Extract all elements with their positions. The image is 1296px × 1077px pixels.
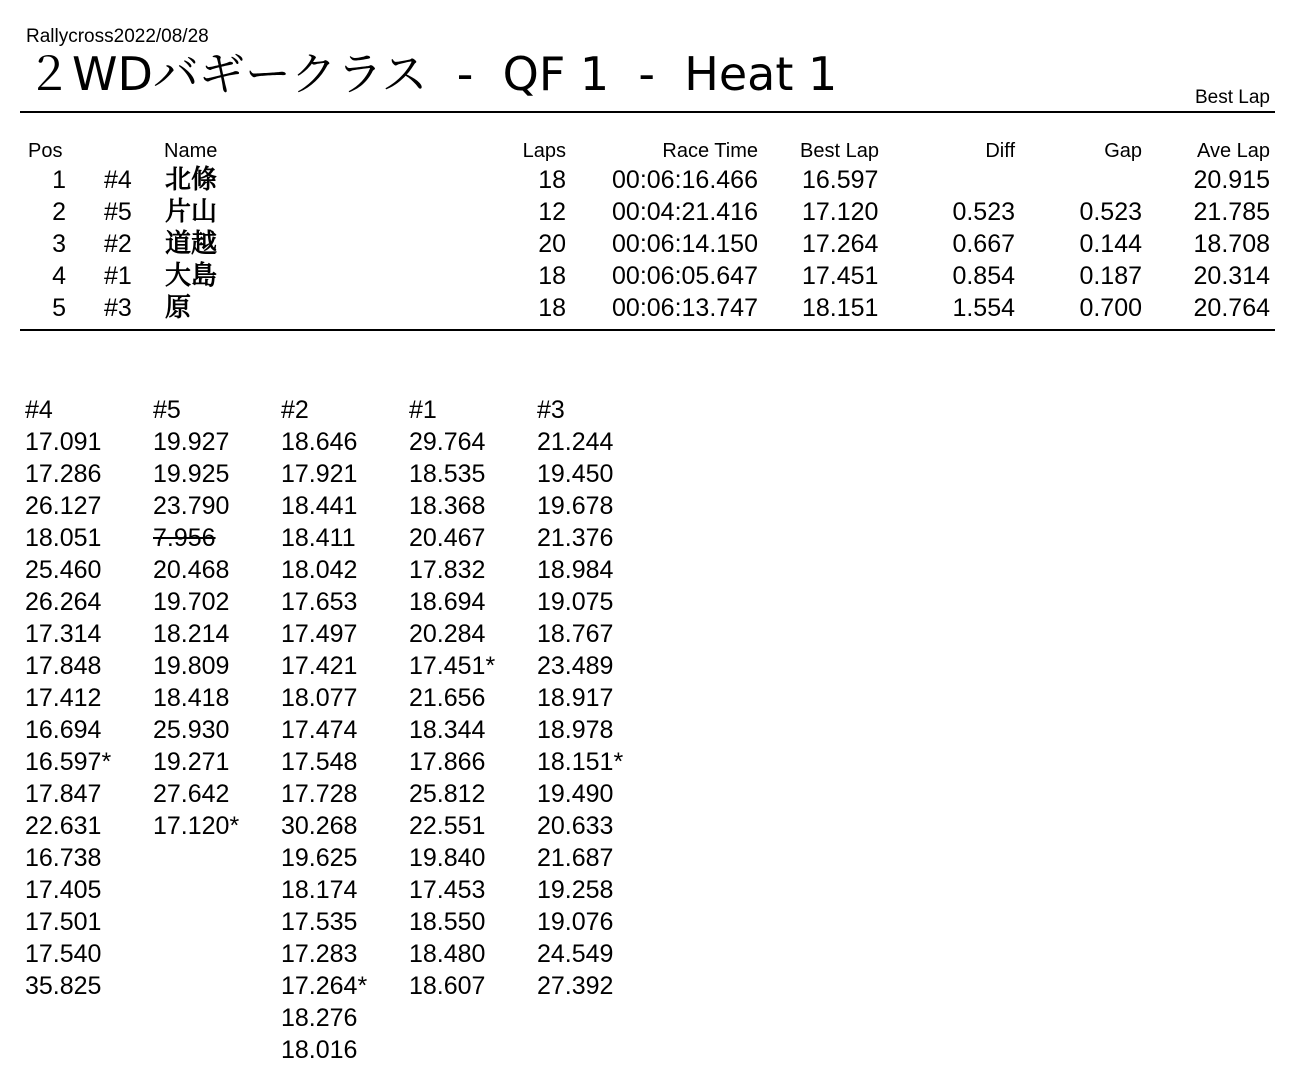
lap-time: 22.551 (409, 812, 486, 840)
cell-ave-lap: 20.764 (1193, 294, 1270, 322)
cell-diff: 1.554 (952, 294, 1015, 322)
lap-column (281, 394, 367, 1066)
lap-time: 35.825 (25, 972, 102, 1000)
results-divider (20, 329, 1275, 331)
lap-time: 17.120* (153, 812, 240, 840)
header-best-lap: Best Lap (800, 140, 879, 162)
lap-time: 17.548 (281, 748, 358, 776)
lap-time: 16.694 (25, 716, 102, 744)
lap-time: 18.535 (409, 460, 486, 488)
cell-car-number: #3 (104, 294, 132, 322)
lap-column-header: #4 (25, 396, 53, 424)
lap-time: 17.847 (25, 780, 102, 808)
lap-time: 20.467 (409, 524, 486, 552)
lap-time: 26.127 (25, 492, 102, 520)
cell-laps: 20 (538, 230, 566, 258)
lap-time: 30.268 (281, 812, 358, 840)
lap-time: 19.625 (281, 844, 358, 872)
cell-car-number: #2 (104, 230, 132, 258)
lap-time: 17.474 (281, 716, 358, 744)
lap-time: 16.738 (25, 844, 102, 872)
lap-time: 17.728 (281, 780, 358, 808)
cell-diff: 0.667 (952, 230, 1015, 258)
lap-time: 17.405 (25, 876, 102, 904)
lap-column-header: #2 (281, 396, 309, 424)
lap-time: 18.276 (281, 1004, 358, 1032)
lap-time: 17.421 (281, 652, 358, 680)
lap-time: 19.927 (153, 428, 230, 456)
lap-time: 19.702 (153, 588, 230, 616)
page-title: ２WDバギークラス - QF 1 - Heat 1 (26, 47, 838, 101)
lap-time: 17.848 (25, 652, 102, 680)
lap-time: 19.258 (537, 876, 614, 904)
cell-laps: 12 (538, 198, 566, 226)
header-pos: Pos (28, 140, 63, 162)
lap-time: 21.376 (537, 524, 614, 552)
lap-time: 18.550 (409, 908, 486, 936)
lap-time: 19.925 (153, 460, 230, 488)
lap-column (537, 394, 623, 1002)
cell-car-number: #1 (104, 262, 132, 290)
lap-time: 7.956 (153, 524, 216, 552)
lap-time: 23.790 (153, 492, 230, 520)
event-name: Rallycross2022/08/28 (26, 26, 209, 47)
best-lap-tag: Best Lap (1195, 87, 1270, 108)
lap-time: 23.489 (537, 652, 614, 680)
lap-time: 18.917 (537, 684, 614, 712)
cell-pos: 3 (52, 230, 66, 258)
cell-diff: 0.523 (952, 198, 1015, 226)
cell-driver-name: 道越 (165, 229, 218, 259)
cell-gap: 0.700 (1079, 294, 1142, 322)
lap-time: 17.501 (25, 908, 102, 936)
lap-time: 17.653 (281, 588, 358, 616)
cell-gap: 0.187 (1079, 262, 1142, 290)
header-divider (20, 111, 1275, 113)
cell-race-time: 00:06:16.466 (612, 166, 758, 194)
cell-best-lap: 16.597 (802, 166, 879, 194)
cell-best-lap: 17.451 (802, 262, 879, 290)
lap-time: 19.450 (537, 460, 614, 488)
cell-laps: 18 (538, 294, 566, 322)
lap-time: 21.687 (537, 844, 614, 872)
cell-best-lap: 18.151 (802, 294, 879, 322)
lap-column-header: #3 (537, 396, 565, 424)
lap-time: 21.656 (409, 684, 486, 712)
lap-time: 17.540 (25, 940, 102, 968)
lap-time: 16.597* (25, 748, 112, 776)
lap-column-header: #1 (409, 396, 437, 424)
lap-time: 17.283 (281, 940, 358, 968)
lap-time: 20.468 (153, 556, 230, 584)
lap-time: 18.174 (281, 876, 358, 904)
cell-ave-lap: 20.915 (1193, 166, 1270, 194)
header-laps: Laps (522, 140, 566, 162)
lap-time: 19.490 (537, 780, 614, 808)
lap-time: 20.284 (409, 620, 486, 648)
cell-pos: 2 (52, 198, 66, 226)
lap-time: 18.214 (153, 620, 230, 648)
cell-driver-name: 北條 (165, 165, 218, 195)
lap-time: 18.016 (281, 1036, 358, 1064)
lap-time: 19.075 (537, 588, 614, 616)
lap-time: 19.678 (537, 492, 614, 520)
cell-driver-name: 大島 (165, 261, 218, 291)
header-ave-lap: Ave Lap (1196, 140, 1270, 162)
lap-time: 19.809 (153, 652, 230, 680)
lap-time: 19.840 (409, 844, 486, 872)
cell-pos: 4 (52, 262, 66, 290)
lap-time: 18.694 (409, 588, 486, 616)
lap-time: 18.767 (537, 620, 614, 648)
cell-race-time: 00:06:13.747 (612, 294, 758, 322)
cell-race-time: 00:06:05.647 (612, 262, 758, 290)
header-gap: Gap (1104, 140, 1142, 162)
cell-race-time: 00:04:21.416 (612, 198, 758, 226)
lap-time: 19.271 (153, 748, 230, 776)
cell-gap: 0.144 (1079, 230, 1142, 258)
cell-ave-lap: 21.785 (1193, 198, 1270, 226)
cell-laps: 18 (538, 166, 566, 194)
lap-time: 17.451* (409, 652, 496, 680)
lap-time: 26.264 (25, 588, 102, 616)
cell-laps: 18 (538, 262, 566, 290)
lap-time: 21.244 (537, 428, 614, 456)
lap-time: 17.497 (281, 620, 358, 648)
cell-car-number: #4 (104, 166, 132, 194)
lap-time: 29.764 (409, 428, 486, 456)
header-race-time: Race Time (662, 140, 758, 162)
lap-time: 27.642 (153, 780, 230, 808)
lap-time: 18.042 (281, 556, 358, 584)
lap-time: 27.392 (537, 972, 614, 1000)
cell-ave-lap: 18.708 (1193, 230, 1270, 258)
cell-pos: 1 (52, 166, 66, 194)
lap-time: 17.286 (25, 460, 102, 488)
lap-time: 20.633 (537, 812, 614, 840)
lap-time: 17.866 (409, 748, 486, 776)
lap-time: 25.460 (25, 556, 102, 584)
lap-time: 18.607 (409, 972, 486, 1000)
lap-time: 25.812 (409, 780, 486, 808)
lap-time: 17.453 (409, 876, 486, 904)
lap-time: 18.646 (281, 428, 358, 456)
cell-driver-name: 原 (165, 293, 192, 323)
cell-driver-name: 片山 (165, 197, 218, 227)
header-diff: Diff (985, 140, 1015, 162)
lap-time: 18.480 (409, 940, 486, 968)
cell-ave-lap: 20.314 (1193, 262, 1270, 290)
cell-best-lap: 17.120 (802, 198, 879, 226)
lap-time: 17.921 (281, 460, 358, 488)
lap-time: 18.077 (281, 684, 358, 712)
lap-time: 18.418 (153, 684, 230, 712)
lap-time: 22.631 (25, 812, 102, 840)
lap-time: 24.549 (537, 940, 614, 968)
lap-time: 18.151* (537, 748, 624, 776)
lap-time: 18.411 (281, 524, 356, 552)
lap-column (25, 394, 111, 1002)
lap-time: 18.978 (537, 716, 614, 744)
cell-car-number: #5 (104, 198, 132, 226)
lap-time: 18.441 (281, 492, 358, 520)
cell-pos: 5 (52, 294, 66, 322)
lap-column-header: #5 (153, 396, 181, 424)
lap-time: 17.264* (281, 972, 368, 1000)
lap-time: 17.091 (25, 428, 102, 456)
lap-time: 19.076 (537, 908, 614, 936)
cell-diff: 0.854 (952, 262, 1015, 290)
lap-column (153, 394, 239, 842)
cell-gap: 0.523 (1079, 198, 1142, 226)
lap-column (409, 394, 495, 1002)
header-name: Name (164, 140, 218, 162)
lap-time: 18.984 (537, 556, 614, 584)
lap-time: 17.535 (281, 908, 358, 936)
cell-best-lap: 17.264 (802, 230, 879, 258)
lap-time: 17.832 (409, 556, 486, 584)
lap-time: 18.051 (25, 524, 102, 552)
lap-time: 25.930 (153, 716, 230, 744)
lap-time: 17.412 (25, 684, 102, 712)
lap-time: 18.368 (409, 492, 486, 520)
cell-race-time: 00:06:14.150 (612, 230, 758, 258)
lap-time: 17.314 (25, 620, 102, 648)
lap-time: 18.344 (409, 716, 486, 744)
